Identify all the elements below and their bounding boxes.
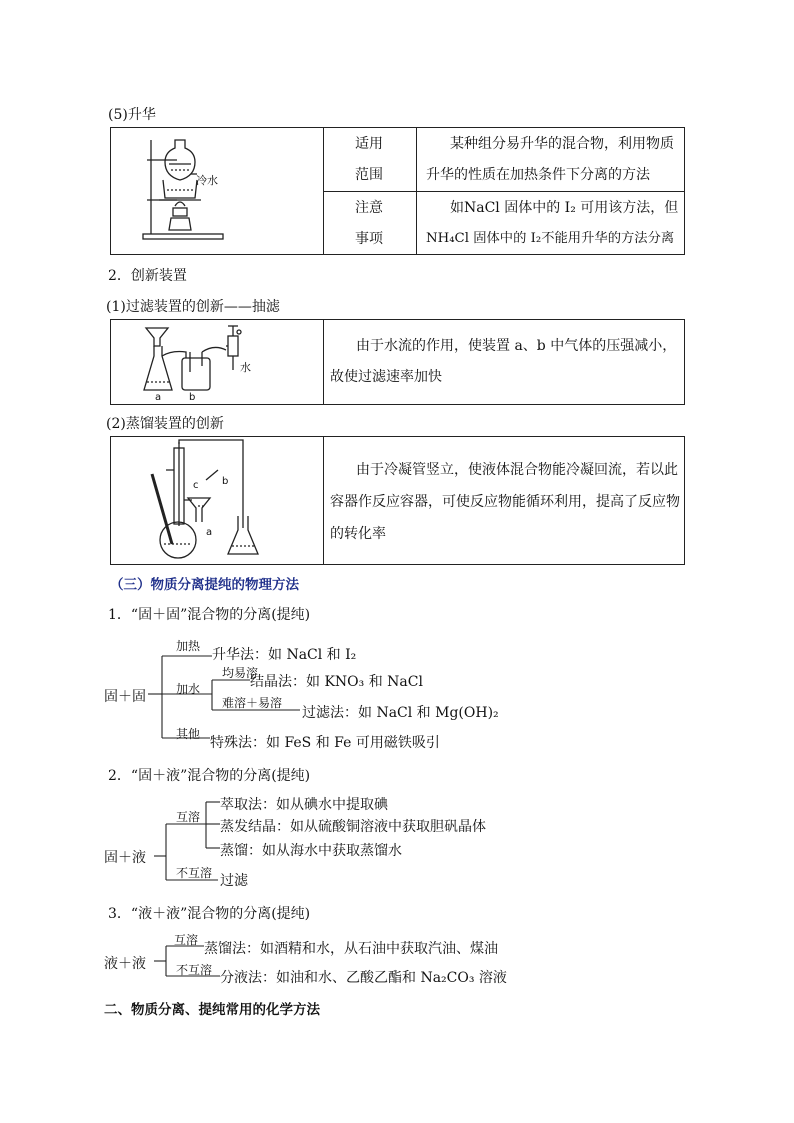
solid-solid-title: 1．“固＋固”混合物的分离(提纯) (108, 607, 311, 623)
ss-branch1-condition: 加热 (176, 639, 201, 653)
chemical-methods-title: 二、物质分离、提纯常用的化学方法 (104, 1002, 320, 1018)
reflux-label-c: c (193, 480, 199, 491)
ll-branch2-condition: 不互溶 (176, 963, 213, 977)
liquid-liquid-root: 液＋液 (104, 956, 146, 972)
scope-text-line1: 某种组分易升华的混合物，利用物质 (450, 136, 674, 152)
reflux-text-line2: 容器作反应容器，可使反应物能循环利用，提高了反应物 (330, 494, 680, 510)
notes-text-line2: NH₄Cl 固体中的 I₂不能用升华的方法分离 (426, 231, 675, 246)
liquid-liquid-title: 3．“液＋液”混合物的分离(提纯) (108, 906, 311, 922)
notes-text-line1: 如NaCl 固体中的 I₂ 可用该方法，但 (450, 200, 679, 216)
ss-branch3-text: 特殊法：如 FeS 和 Fe 可用磁铁吸引 (210, 735, 440, 751)
ss-branch3-condition: 其他 (176, 727, 201, 741)
sl-branch2-condition: 不互溶 (176, 866, 213, 880)
scope-text-line2: 升华的性质在加热条件下分离的方法 (426, 167, 650, 183)
ss-branch1-text: 升华法：如 NaCl 和 I₂ (212, 647, 357, 663)
suction-label-a: a (155, 392, 162, 403)
sl-branch2-text: 过滤 (220, 873, 248, 889)
distillation-title: (2)蒸馏装置的创新 (106, 416, 224, 432)
sl-branch1c-text: 蒸馏：如从海水中获取蒸馏水 (220, 843, 402, 859)
scope-label-line2: 范围 (355, 167, 383, 183)
innovation-title: 2．创新装置 (108, 268, 187, 284)
ss-branch2-condition: 加水 (176, 682, 201, 696)
solid-solid-root: 固＋固 (104, 689, 146, 705)
reflux-text-line1: 由于冷凝管竖立，使液体混合物能冷凝回流，若以此 (356, 462, 678, 478)
suction-label-b: b (189, 392, 196, 403)
sublimation-title: (5)升华 (108, 107, 156, 123)
suction-label-water: 水 (240, 361, 251, 374)
reflux-text-line3: 的转化率 (330, 526, 386, 542)
notes-label-line1: 注意 (355, 200, 383, 216)
reflux-label-b: b (222, 476, 229, 487)
solid-liquid-title: 2．“固＋液”混合物的分离(提纯) (108, 768, 311, 784)
reflux-label-a: a (206, 527, 213, 538)
suction-text-line1: 由于水流的作用，使装置 a、b 中气体的压强减小， (356, 338, 677, 354)
sl-branch1a-text: 萃取法：如从碘水中提取碘 (220, 797, 388, 813)
ss-branch2b-condition: 难溶＋易溶 (222, 696, 283, 710)
physical-methods-title: （三）物质分离提纯的物理方法 (110, 577, 299, 593)
suction-filtration-title: (1)过滤装置的创新——抽滤 (106, 299, 280, 315)
sl-branch1-condition: 互溶 (176, 810, 201, 824)
sl-branch1b-text: 蒸发结晶：如从硫酸铜溶液中获取胆矾晶体 (220, 819, 486, 835)
ll-branch2-text: 分液法：如油和水、乙酸乙酯和 Na₂CO₃ 溶液 (220, 970, 507, 986)
solid-liquid-root: 固＋液 (104, 850, 146, 866)
ll-branch1-text: 蒸馏法：如酒精和水，从石油中获取汽油、煤油 (204, 941, 498, 957)
notes-label-line2: 事项 (355, 231, 383, 247)
ss-branch2a-condition: 均易溶 (222, 666, 259, 680)
ll-branch1-condition: 互溶 (174, 933, 199, 947)
ss-branch2b-text: 过滤法：如 NaCl 和 Mg(OH)₂ (302, 705, 499, 721)
cold-water-label: 冷水 (196, 174, 218, 187)
suction-text-line2: 故使过滤速率加快 (330, 369, 442, 385)
ss-branch2a-text: 结晶法：如 KNO₃ 和 NaCl (250, 674, 423, 690)
scope-label-line1: 适用 (355, 136, 383, 152)
